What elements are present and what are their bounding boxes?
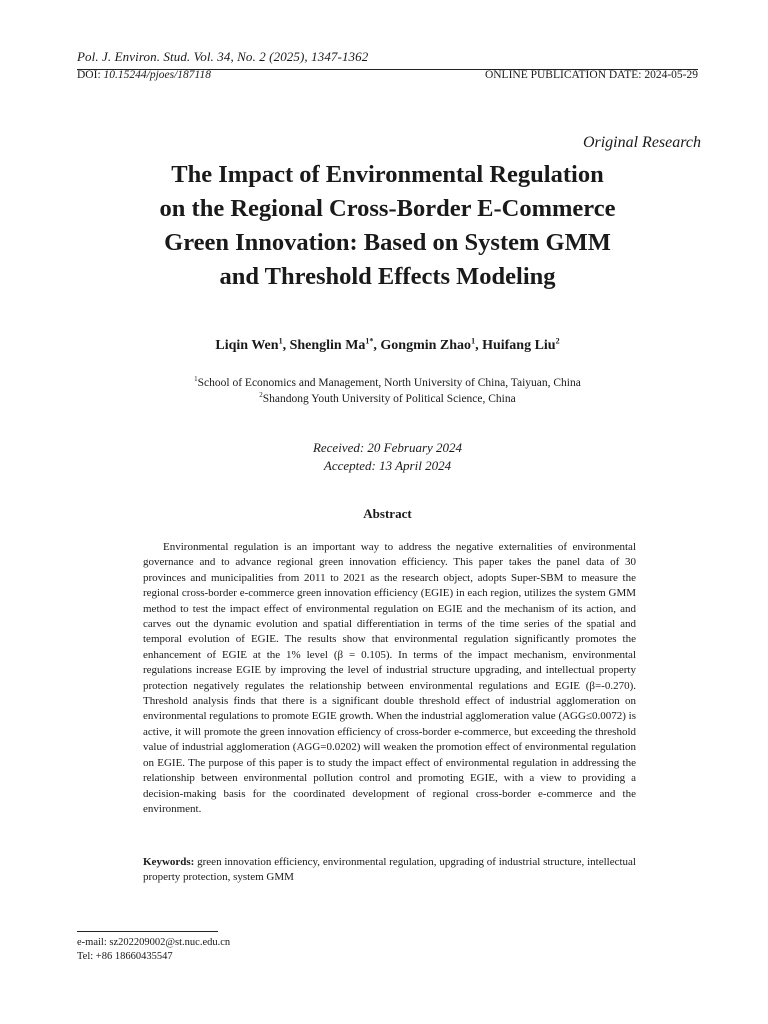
keywords-label: Keywords:	[143, 856, 195, 868]
journal-citation: Pol. J. Environ. Stud. Vol. 34, No. 2 (2025), 1347-1362	[77, 49, 369, 64]
title-line: and Threshold Effects Modeling	[219, 263, 556, 290]
author-name: Shenglin Ma	[289, 338, 366, 353]
received-date: Received: 20 February 2024	[312, 440, 463, 455]
author-name: Liqin Wen	[215, 338, 279, 353]
author-separator: ,	[475, 338, 483, 353]
accepted-date: Accepted: 13 April 2024	[323, 458, 452, 473]
contact-phone: Tel: +86 18660435547	[77, 951, 173, 962]
affiliation-text: School of Economics and Management, North University of China, Taiyuan, China	[197, 377, 581, 389]
author-affiliation-mark: 1	[471, 336, 476, 346]
title-line: The Impact of Environmental Regulation	[171, 161, 604, 188]
affiliation	[77, 391, 698, 407]
keywords-text: green innovation efficiency, environmental regulation, upgrading of industrial structure, intellectual property protection, system GMM	[143, 856, 636, 884]
doi-value[interactable]: 10.15244/pjoes/187118	[103, 69, 211, 81]
paper-title	[77, 158, 698, 294]
doi-line	[77, 69, 698, 81]
article-dates	[77, 439, 698, 475]
affiliation-mark: 1	[194, 375, 198, 384]
contact-email[interactable]: e-mail: sz202209002@st.nuc.edu.cn	[77, 937, 231, 948]
corresponding-author-footnote	[77, 936, 230, 964]
online-publication-date: ONLINE PUBLICATION DATE: 2024-05-29	[484, 69, 698, 81]
title-line: Green Innovation: Based on System GMM	[164, 229, 611, 256]
abstract-heading: Abstract	[363, 506, 412, 521]
abstract-text: Environmental regulation is an important way to address the negative externalities of environmental governance and to advance regional green innovation efficiency. This paper takes the panel data of 30 provinces and municipalities from 2011 to 2021 as the research object, adopts Super-SBM to measure the regional cross-border e-commerce green innovation efficiency (EGIE) in each region, utilizes the system GMM method to test the impact effect of environmental regulation on EGIE and the mechanism of its action, and carves out the dynamic evolution and spatial differentiation in terms of the time series of the spatial and temporal evolution of EGIE. The results show that environmental regulation significantly promotes the enhancement of EGIE at the 1% level (β = 0.105). In terms of the impact mechanism, environmental regulations increase EGIE by improving the level of industrial structure upgrading, and intellectual property protection negatively regulates the relationship between environmental regulations and EGIE (β=-0.270). Threshold analysis finds that there is a significant double threshold effect of industrial agglomeration on environmental regulations to promote EGIE growth. When the industrial agglomeration value (AGG≤0.0072) is active, it will promote the green innovation efficiency of cross-border e-commerce, but exceeding the threshold value of industrial agglomeration (AGG=0.0202) will weaken the promotion effect of environmental regulation on EGIE. The purpose of this paper is to study the impact effect of environmental regulation in addressing the relationship between environmental pollution control and promoting EGIE, with a view to providing a decision-making basis for the coordinated development of regional cross-border e-commerce and the environment.	[143, 541, 636, 815]
author-list	[77, 338, 698, 354]
author-separator: ,	[282, 338, 290, 353]
author-name: Gongmin Zhao	[380, 338, 472, 353]
footnote-rule	[77, 931, 218, 932]
author-name: Huifang Liu	[482, 338, 556, 353]
affiliation-text: Shandong Youth University of Political Science, China	[262, 393, 516, 405]
affiliation	[77, 375, 698, 391]
affiliations	[77, 375, 698, 407]
author-affiliation-mark: 2	[555, 336, 560, 346]
title-line: on the Regional Cross-Border E-Commerce	[159, 195, 616, 222]
author-separator: ,	[373, 338, 381, 353]
article-type: Original Research	[582, 134, 701, 151]
doi[interactable]	[77, 69, 211, 81]
author-affiliation-mark: 1*	[365, 336, 374, 346]
doi-label: DOI:	[77, 69, 104, 81]
author-affiliation-mark: 1	[278, 336, 283, 346]
affiliation-mark: 2	[259, 391, 263, 400]
keywords	[143, 855, 636, 886]
